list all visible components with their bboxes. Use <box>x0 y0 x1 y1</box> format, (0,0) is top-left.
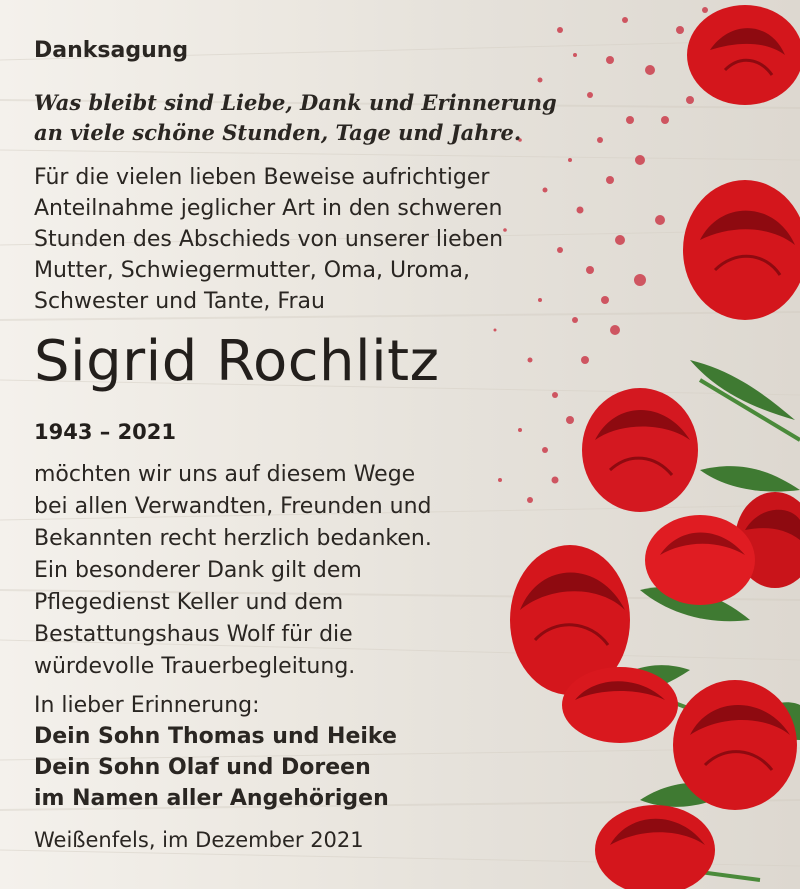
motto-line: Was bleibt sind Liebe, Dank und Erinnerung <box>34 90 557 115</box>
closing-block <box>34 690 397 814</box>
intro-line: Schwester und Tante, Frau <box>34 289 325 314</box>
deceased-name: Sigrid Rochlitz <box>34 329 440 394</box>
intro-line: Für die vielen lieben Beweise aufrichtiger <box>34 165 490 190</box>
intro-paragraph <box>34 162 503 317</box>
signatory: Dein Sohn Olaf und Doreen <box>34 755 371 780</box>
thanks-line: Bestattungshaus Wolf für die <box>34 622 353 647</box>
heading: Danksagung <box>34 38 189 63</box>
closing-intro: In lieber Erinnerung: <box>34 693 260 718</box>
thanks-line: Bekannten recht herzlich bedanken. <box>34 526 432 551</box>
rose-center <box>645 515 755 605</box>
signatory: im Namen aller Angehörigen <box>34 786 389 811</box>
life-years: 1943 – 2021 <box>34 420 177 444</box>
motto <box>34 88 557 148</box>
rose-lower-middle <box>562 667 678 743</box>
place-date: Weißenfels, im Dezember 2021 <box>34 828 364 852</box>
intro-line: Stunden des Abschieds von unserer lieben <box>34 227 504 252</box>
thanks-line: Pflegedienst Keller und dem <box>34 590 344 615</box>
rose-top <box>687 5 800 105</box>
motto-line: an viele schöne Stunden, Tage und Jahre. <box>34 120 522 145</box>
thanks-paragraph <box>34 459 432 683</box>
rose-lower-right <box>673 680 797 810</box>
thanks-line: möchten wir uns auf diesem Wege <box>34 462 416 487</box>
rose-mid-left <box>582 388 698 512</box>
signatory: Dein Sohn Thomas und Heike <box>34 724 397 749</box>
intro-line: Mutter, Schwiegermutter, Oma, Uroma, <box>34 258 470 283</box>
intro-line: Anteilnahme jeglicher Art in den schweren <box>34 196 503 221</box>
rose-bottom <box>595 805 715 889</box>
thanks-line: Ein besonderer Dank gilt dem <box>34 558 362 583</box>
thanks-line: bei allen Verwandten, Freunden und <box>34 494 432 519</box>
rose-upper-middle <box>683 180 800 320</box>
thanks-line: würdevolle Trauerbegleitung. <box>34 654 356 679</box>
